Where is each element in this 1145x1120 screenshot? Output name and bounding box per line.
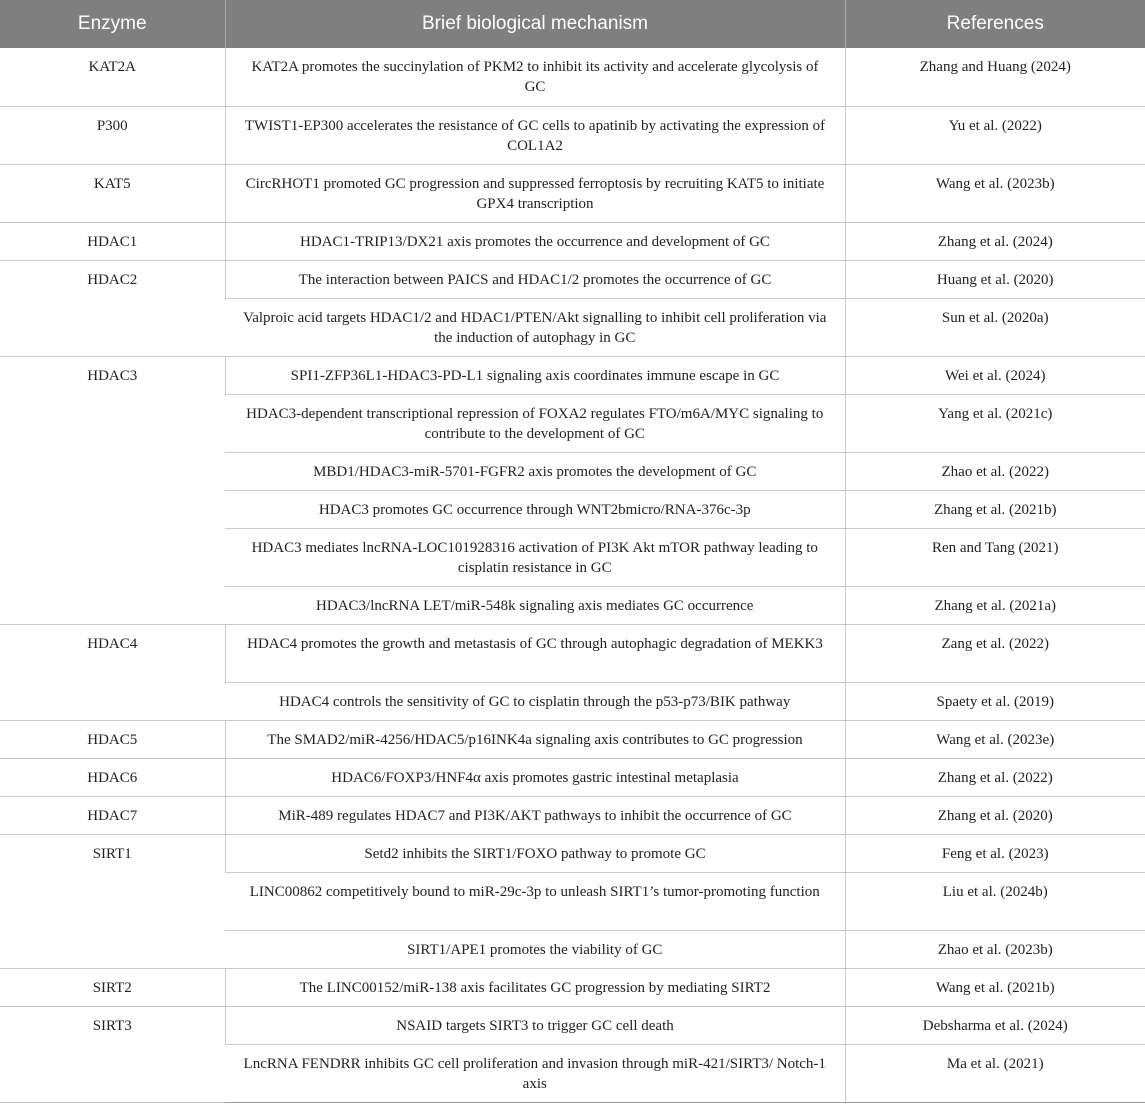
mechanism-cell: LINC00862 competitively bound to miR-29c-3p to unleash SIRT1’s tumor-promoting function [225,872,845,930]
reference-cell: Liu et al. (2024b) [845,872,1145,930]
table-row [0,624,1145,682]
reference-cell: Spaety et al. (2019) [845,682,1145,720]
mechanism-cell: NSAID targets SIRT3 to trigger GC cell death [225,1006,845,1044]
reference-cell: Yu et al. (2022) [845,106,1145,164]
enzyme-cell: HDAC7 [0,796,225,834]
reference-cell: Zhao et al. (2023b) [845,930,1145,968]
enzyme-cell: KAT2A [0,48,225,106]
enzyme-cell: HDAC1 [0,222,225,260]
enzyme-cell: HDAC2 [0,260,225,356]
reference-cell: Wang et al. (2021b) [845,968,1145,1006]
mechanism-cell: Valproic acid targets HDAC1/2 and HDAC1/PTEN/Akt signalling to inhibit cell proliferation via the induction of autophagy in GC [225,298,845,356]
table-row [0,968,1145,1006]
header-enzyme: Enzyme [0,0,225,48]
enzyme-cell: KAT5 [0,164,225,222]
enzyme-cell: HDAC4 [0,624,225,720]
table-row [0,796,1145,834]
mechanism-cell: Setd2 inhibits the SIRT1/FOXO pathway to promote GC [225,834,845,872]
reference-cell: Feng et al. (2023) [845,834,1145,872]
header-mechanism: Brief biological mechanism [225,0,845,48]
table-row [0,222,1145,260]
mechanism-cell: HDAC1-TRIP13/DX21 axis promotes the occurrence and development of GC [225,222,845,260]
mechanism-cell: SPI1-ZFP36L1-HDAC3-PD-L1 signaling axis coordinates immune escape in GC [225,356,845,394]
reference-cell: Yang et al. (2021c) [845,394,1145,452]
enzyme-cell: SIRT1 [0,834,225,968]
reference-cell: Wei et al. (2024) [845,356,1145,394]
table-row [0,758,1145,796]
reference-cell: Huang et al. (2020) [845,260,1145,298]
reference-cell: Wang et al. (2023e) [845,720,1145,758]
mechanism-cell: HDAC3 mediates lncRNA-LOC101928316 activation of PI3K Akt mTOR pathway leading to cisplatin resistance in GC [225,528,845,586]
reference-cell: Zhang et al. (2021a) [845,586,1145,624]
table-row [0,164,1145,222]
table-row [0,48,1145,106]
reference-cell: Zhang et al. (2024) [845,222,1145,260]
enzyme-cell: SIRT3 [0,1006,225,1102]
reference-cell: Debsharma et al. (2024) [845,1006,1145,1044]
reference-cell: Zang et al. (2022) [845,624,1145,682]
table-row [0,1006,1145,1044]
table-row [0,106,1145,164]
table-row [0,834,1145,872]
enzyme-cell: SIRT2 [0,968,225,1006]
enzyme-cell: HDAC5 [0,720,225,758]
mechanism-cell: MBD1/HDAC3-miR-5701-FGFR2 axis promotes the development of GC [225,452,845,490]
mechanism-cell: HDAC3/lncRNA LET/miR-548k signaling axis mediates GC occurrence [225,586,845,624]
mechanism-cell: SIRT1/APE1 promotes the viability of GC [225,930,845,968]
mechanism-cell: CircRHOT1 promoted GC progression and suppressed ferroptosis by recruiting KAT5 to initiate GPX4 transcription [225,164,845,222]
mechanism-cell: HDAC4 controls the sensitivity of GC to cisplatin through the p53-p73/BIK pathway [225,682,845,720]
reference-cell: Zhao et al. (2022) [845,452,1145,490]
mechanism-cell: The interaction between PAICS and HDAC1/2 promotes the occurrence of GC [225,260,845,298]
mechanism-cell: HDAC4 promotes the growth and metastasis of GC through autophagic degradation of MEKK3 [225,624,845,682]
reference-cell: Zhang et al. (2022) [845,758,1145,796]
mechanism-cell: KAT2A promotes the succinylation of PKM2 to inhibit its activity and accelerate glycolysis of GC [225,48,845,106]
table-row [0,260,1145,298]
reference-cell: Zhang et al. (2021b) [845,490,1145,528]
reference-cell: Ren and Tang (2021) [845,528,1145,586]
enzyme-cell: HDAC6 [0,758,225,796]
mechanism-cell: HDAC3-dependent transcriptional repression of FOXA2 regulates FTO/m6A/MYC signaling to contribute to the development of GC [225,394,845,452]
mechanism-cell: LncRNA FENDRR inhibits GC cell proliferation and invasion through miR-421/SIRT3/ Notch-1 axis [225,1044,845,1102]
header-row [0,0,1145,48]
table-row [0,720,1145,758]
header-references: References [845,0,1145,48]
enzyme-cell: P300 [0,106,225,164]
mechanism-cell: TWIST1-EP300 accelerates the resistance of GC cells to apatinib by activating the expression of COL1A2 [225,106,845,164]
mechanism-cell: MiR-489 regulates HDAC7 and PI3K/AKT pathways to inhibit the occurrence of GC [225,796,845,834]
mechanism-cell: HDAC6/FOXP3/HNF4α axis promotes gastric intestinal metaplasia [225,758,845,796]
mechanism-cell: The LINC00152/miR-138 axis facilitates GC progression by mediating SIRT2 [225,968,845,1006]
reference-cell: Sun et al. (2020a) [845,298,1145,356]
mechanism-cell: HDAC3 promotes GC occurrence through WNT2bmicro/RNA-376c-3p [225,490,845,528]
table-row [0,356,1145,394]
reference-cell: Ma et al. (2021) [845,1044,1145,1102]
reference-cell: Wang et al. (2023b) [845,164,1145,222]
reference-cell: Zhang and Huang (2024) [845,48,1145,106]
reference-cell: Zhang et al. (2020) [845,796,1145,834]
enzyme-cell: HDAC3 [0,356,225,624]
mechanism-cell: The SMAD2/miR-4256/HDAC5/p16INK4a signaling axis contributes to GC progression [225,720,845,758]
